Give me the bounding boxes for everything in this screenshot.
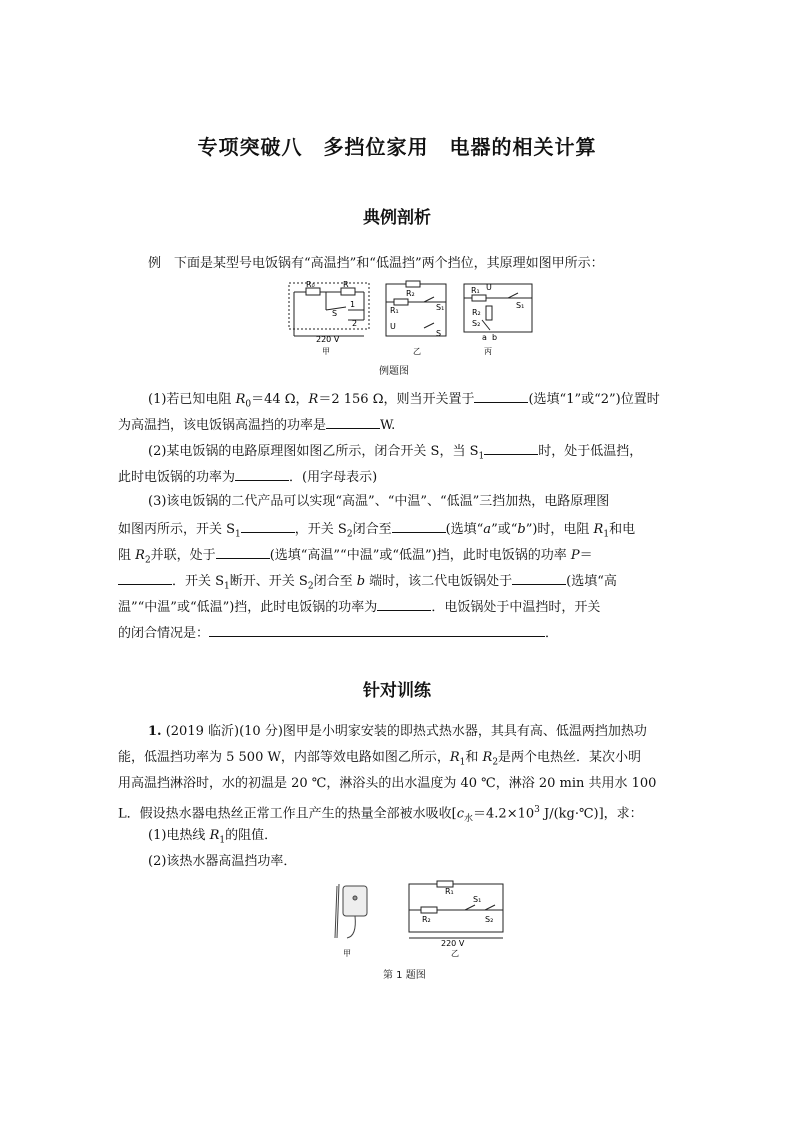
p1-text: J/(kg·℃)]，求：: [539, 806, 643, 822]
q3-text: ”)时，电阻: [525, 522, 594, 537]
problem-1-sub-1: [148, 826, 708, 851]
q3-text: (选填“高温”“中温”或“低温”)挡，此时电饭锅的功率: [269, 548, 571, 563]
bing-s1: S₁: [516, 301, 525, 310]
problem-1-figure: [325, 878, 505, 960]
switch-s1: [508, 293, 518, 298]
circuit-jia: [289, 283, 369, 336]
q2-text-d: ．(用字母表示): [289, 470, 378, 485]
q1-r0-sub: 0: [245, 399, 252, 410]
q3-text: 端时，该二代电饭锅处于: [365, 574, 513, 589]
q1-text-a: (1)若已知电阻: [148, 392, 236, 407]
p1-text: (1)电热线: [148, 828, 210, 843]
problem-1-sub-2: (2)该热水器高温挡功率．: [148, 854, 297, 869]
label-2: 2: [352, 319, 358, 328]
p1-text: L．假设热水器电热丝正常工作且产生的热量全部被水吸收[: [118, 806, 457, 822]
q3-text: 阻: [118, 548, 136, 563]
q3-text: ”或“: [491, 522, 518, 537]
q3-p: P: [570, 548, 580, 563]
q1-text-e: 为高温挡，该电饭锅高温挡的功率是: [118, 418, 327, 433]
answer-blank[interactable]: [484, 440, 538, 455]
q3-text: ．电饭锅处于中温挡时，开关: [431, 600, 601, 615]
q1-text-c: ＝2 156 Ω，则当开关置于: [318, 392, 475, 407]
q3-text: 和电: [609, 522, 636, 537]
q3-text: 的闭合情况是：: [118, 626, 210, 641]
q3-sub: 1: [235, 529, 241, 540]
answer-blank[interactable]: [118, 570, 172, 585]
answer-blank[interactable]: [241, 518, 295, 533]
p1-text: 和: [465, 750, 483, 765]
question-2-line-1: [148, 440, 708, 467]
problem-1-line-1: [148, 722, 708, 742]
p1-c: c: [456, 806, 464, 822]
q3-sub: 2: [307, 581, 314, 592]
label-220v: 220 V: [316, 335, 340, 344]
q3-sub: 1: [224, 581, 230, 592]
p1-text: 能，低温挡功率为 5 500 W，内部等效电路如图乙所示，: [118, 750, 450, 765]
q3-b: b: [356, 574, 366, 589]
problem-1-line-4: [118, 800, 678, 829]
label-s: S: [332, 309, 338, 318]
bing-r1: R₁: [471, 286, 480, 295]
q3-text: ．开关 S: [172, 574, 225, 589]
q3-text: (选填“高: [566, 574, 617, 589]
question-3-line-2: [118, 518, 678, 545]
q3-text: 断开、开关 S: [229, 574, 308, 589]
problem-1-line-3: 用高温挡淋浴时，水的初温是 20 ℃，淋浴头的出水温度为 40 ℃，淋浴 20 min 共用水 100: [118, 776, 657, 791]
q3-text: ，开关 S: [294, 522, 347, 537]
bing-r2: R₂: [472, 308, 481, 317]
q2-text-a: (2)某电饭锅的电路原理图如图乙所示，闭合开关 S，当 S: [148, 444, 479, 459]
q3-r: R: [593, 522, 604, 537]
q3-text: 闭合至: [352, 522, 392, 537]
question-3-line-3: [118, 544, 678, 571]
resistor-r0: [306, 288, 320, 295]
p1-text: 是两个电热丝．某次小明: [498, 750, 642, 765]
label-r2: R₂: [422, 915, 431, 924]
question-3-line-6: [118, 622, 678, 644]
p1-text: 的阻值．: [225, 828, 278, 843]
q2-sub: 1: [478, 451, 485, 462]
p1-sup: 3: [534, 805, 540, 815]
section-heading-examples: 典例剖析: [363, 208, 431, 228]
p1-text: (2019 临沂)(10 分)图甲是小明家安装的即热式热水器，其具有高、低温两挡加热功: [161, 724, 647, 739]
heater-circuit: [409, 881, 503, 938]
p1-r: R: [449, 750, 460, 765]
q2-text-c: 此时电饭锅的功率为: [118, 470, 236, 485]
q1-text-d: (选填“1”或“2”)位置时: [528, 392, 660, 407]
q3-text: 如图丙所示，开关 S: [118, 522, 236, 537]
q1-text-b: ＝44 Ω，: [251, 392, 309, 407]
label-bing: 丙: [484, 347, 492, 356]
label-yi: 乙: [413, 347, 421, 356]
bing-u: U: [486, 283, 492, 292]
question-3-line-4: [118, 570, 678, 597]
answer-blank[interactable]: [474, 388, 528, 403]
answer-blank[interactable]: [235, 466, 289, 481]
yi-r2: R₂: [406, 289, 415, 298]
label-yi: 乙: [451, 949, 459, 958]
label-r0: R₀: [306, 280, 315, 289]
yi-s: S: [436, 329, 442, 338]
q3-text: 并联，处于: [150, 548, 216, 563]
yi-s1: S₁: [436, 303, 445, 312]
problem-1-figure-caption: 第 1 题图: [383, 970, 426, 981]
label-jia: 甲: [322, 347, 330, 356]
question-3-line-1: (3)该电饭锅的二代产品可以实现“高温”、“中温”、“低温”三挡加热，电路原理图: [148, 494, 610, 509]
question-1-line-1: [148, 388, 708, 415]
problem-1-line-2: [118, 748, 678, 773]
section-heading-practice: 针对训练: [363, 681, 431, 701]
bing-s2: S₂: [472, 319, 481, 328]
bing-b: b: [492, 333, 498, 342]
answer-blank[interactable]: [377, 596, 431, 611]
label-r1: R₁: [445, 887, 454, 896]
q3-a: a: [483, 522, 492, 537]
q3-sub: 2: [144, 555, 151, 566]
p1-r: R: [482, 750, 493, 765]
answer-blank[interactable]: [512, 570, 566, 585]
switch-s: [424, 323, 434, 328]
answer-blank[interactable]: [326, 414, 380, 429]
question-2-line-2: [118, 466, 678, 488]
resistor-r1: [472, 295, 486, 301]
q3-text: ＝: [579, 548, 593, 563]
q2-text-b: 时，处于低温挡，: [538, 444, 643, 459]
problem-number: 1.: [148, 724, 162, 739]
question-3-line-5: [118, 596, 678, 618]
p1-r: R: [209, 828, 220, 843]
p1-sub: 1: [459, 757, 466, 768]
answer-blank[interactable]: [392, 518, 446, 533]
p1-sub: 水: [464, 813, 474, 824]
page-title: 专项突破八 多挡位家用 电器的相关计算: [197, 135, 597, 159]
label-jia: 甲: [343, 949, 351, 958]
resistor-r2: [421, 907, 437, 913]
label-r: R: [343, 280, 349, 289]
q3-sub: 1: [603, 529, 610, 540]
q3-r: R: [135, 548, 145, 563]
resistor-r1: [394, 299, 408, 305]
bing-a: a: [482, 333, 487, 342]
q3-sub: 2: [346, 529, 353, 540]
yi-u: U: [390, 322, 396, 331]
p1-sub: 2: [492, 757, 499, 768]
q1-text-f: W.: [380, 418, 396, 433]
p1-sub: 1: [219, 835, 226, 846]
answer-blank-long[interactable]: [209, 622, 545, 637]
q3-b: b: [517, 522, 526, 537]
example-figure-caption: 例题图: [379, 366, 409, 377]
q3-text: ．: [545, 626, 559, 641]
label-s1: S₁: [473, 895, 482, 904]
label-220v: 220 V: [441, 939, 465, 948]
q1-r: R: [308, 392, 319, 407]
q3-text: (选填“: [445, 522, 484, 537]
resistor-r2: [406, 281, 420, 287]
p1-text: ＝4.2×10: [473, 806, 535, 822]
switch-s1: [465, 905, 475, 910]
label-1: 1: [350, 300, 356, 309]
resistor-r: [341, 288, 355, 295]
label-s2: S₂: [485, 915, 494, 924]
water-heater-image: [335, 884, 367, 938]
example-intro: 例 下面是某型号电饭锅有“高温挡”和“低温挡”两个挡位，其原理如图甲所示：: [148, 256, 604, 271]
switch-s2: [482, 320, 490, 330]
resistor-r2: [486, 306, 492, 320]
yi-r1: R₁: [390, 306, 399, 315]
question-1-line-2: [118, 414, 678, 436]
example-circuit-figure: [286, 280, 536, 358]
switch-s1: [424, 297, 434, 302]
switch-s2: [485, 905, 495, 910]
answer-blank[interactable]: [216, 544, 270, 559]
q1-r0: R: [235, 392, 246, 407]
q3-text: 闭合至: [313, 574, 357, 589]
q3-text: 温”“中温”或“低温”)挡，此时电饭锅的功率为: [118, 600, 378, 615]
